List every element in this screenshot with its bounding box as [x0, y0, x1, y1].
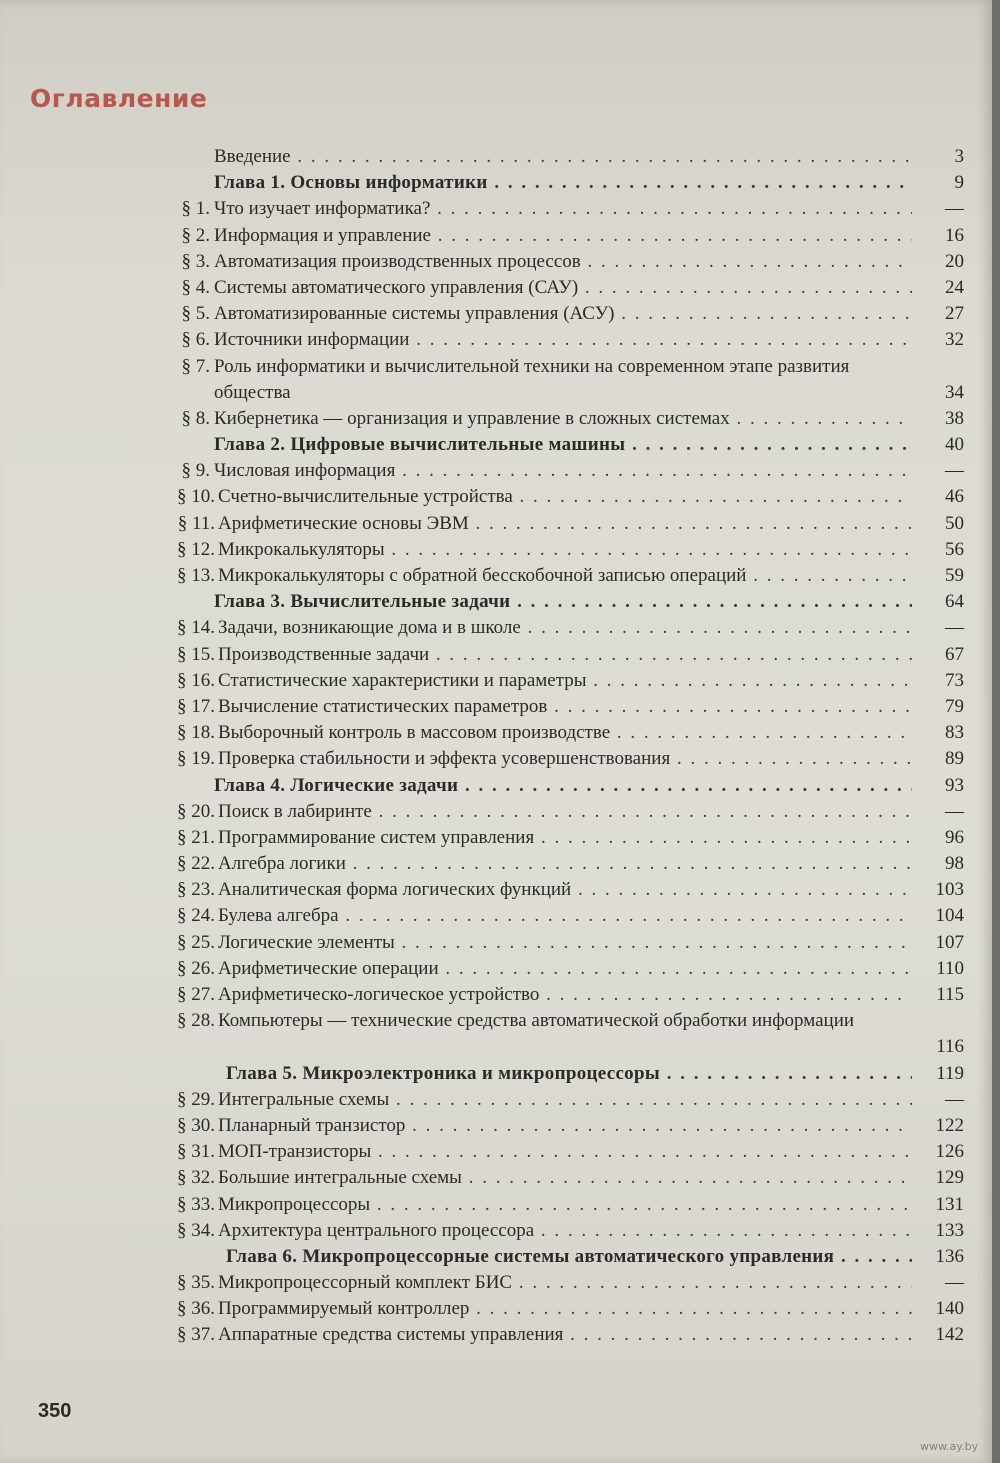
chapter-title: Глава 2. Цифровые вычислительные машины . . .	[214, 432, 912, 458]
section-title: Введение . . .	[214, 144, 912, 170]
toc-page-number: 93	[945, 774, 964, 796]
section-title: Роль информатики и вычислительной техники на современном этапе развития общества	[214, 355, 850, 403]
section-title: Арифметические основы ЭВМ . . .	[218, 511, 912, 537]
section-number: § 33.	[177, 1193, 215, 1215]
toc-section-row	[0, 668, 992, 694]
section-title: Арифметические операции . . .	[218, 956, 912, 982]
toc-section-row	[0, 327, 992, 353]
section-title: Микропроцессоры . . .	[218, 1192, 912, 1218]
section-title: Интегральные схемы . . .	[218, 1087, 912, 1113]
section-title: Проверка стабильности и эффекта усовершенствования . . .	[218, 746, 912, 772]
toc-page-number: 24	[945, 276, 964, 298]
section-number: § 34.	[177, 1219, 215, 1241]
toc-section-row	[0, 982, 992, 1008]
toc-section-row	[0, 930, 992, 956]
toc-section-row	[0, 1270, 992, 1296]
toc-section-row	[0, 1322, 992, 1348]
toc-page-number: 67	[945, 643, 964, 665]
section-title: Арифметическо-логическое устройство . . .	[218, 982, 912, 1008]
toc-page-number: 110	[936, 957, 964, 979]
section-number: § 11.	[177, 512, 215, 534]
section-number: § 8.	[181, 407, 210, 429]
toc-page-number: 32	[945, 329, 964, 351]
toc-section-row	[0, 720, 992, 746]
toc-section-row	[0, 877, 992, 903]
toc-page-number: 142	[935, 1324, 964, 1346]
section-title: Выборочный контроль в массовом производстве . . .	[218, 720, 912, 746]
section-title: Микрокалькуляторы . . .	[218, 537, 912, 563]
section-title: Источники информации . . .	[214, 327, 912, 353]
section-title: Автоматизированные системы управления (АСУ) . . .	[214, 301, 912, 327]
toc-section-row	[0, 1296, 992, 1322]
section-number: § 36.	[177, 1298, 215, 1320]
toc-section-row	[0, 851, 992, 877]
section-title: Микропроцессорный комплект БИС . . .	[218, 1270, 912, 1296]
toc-section-row	[0, 615, 992, 641]
toc-section-row	[0, 196, 992, 222]
section-number: § 25.	[177, 931, 215, 953]
toc-section-row	[0, 1218, 992, 1244]
toc-page-number: 104	[935, 905, 964, 927]
chapter-title: Глава 3. Вычислительные задачи . . .	[214, 589, 912, 615]
toc-page-number: 89	[945, 748, 964, 770]
toc-section-row	[0, 1087, 992, 1113]
toc-page-number: —	[945, 800, 964, 822]
section-title: Автоматизация производственных процессов . . .	[214, 249, 912, 275]
section-number: § 21.	[177, 826, 215, 848]
toc-section-row	[0, 275, 992, 301]
section-number: § 30.	[177, 1114, 215, 1136]
section-title: Алгебра логики . . .	[218, 851, 912, 877]
chapter-title: Глава 4. Логические задачи . . .	[214, 773, 912, 799]
chapter-title: Глава 5. Микроэлектроника и микропроцессоры . . .	[226, 1061, 912, 1087]
toc-section-row	[0, 249, 992, 275]
toc-chapter-row	[0, 1244, 992, 1270]
toc-chapter-row	[0, 589, 992, 615]
section-title: Поиск в лабиринте . . .	[218, 799, 912, 825]
section-title: Программируемый контроллер . . .	[218, 1296, 912, 1322]
section-number: § 22.	[177, 853, 215, 875]
toc-section-row	[0, 223, 992, 249]
section-title: МОП-транзисторы . . .	[218, 1139, 912, 1165]
section-title: Компьютеры — технические средства автоматической обработки информации	[218, 1010, 855, 1032]
toc-page-number: 38	[945, 407, 964, 429]
section-number: § 31.	[177, 1141, 215, 1163]
toc-page-number: 115	[936, 984, 964, 1006]
toc-section-row	[0, 537, 992, 563]
section-number: § 5.	[181, 303, 210, 325]
toc-section-row	[0, 1113, 992, 1139]
toc-page-number: 116	[936, 1036, 964, 1058]
section-number: § 15.	[177, 643, 215, 665]
toc-section-row	[0, 406, 992, 432]
toc-section-row	[0, 354, 992, 406]
toc-page-number: 133	[935, 1219, 964, 1241]
section-title: Числовая информация . . .	[214, 458, 912, 484]
toc-page-number: 107	[935, 931, 964, 953]
toc-page-number: 73	[945, 669, 964, 691]
toc-page-number: 59	[945, 565, 964, 587]
toc-section-row	[0, 903, 992, 929]
section-number: § 10.	[177, 486, 215, 508]
toc-page-number: 40	[945, 434, 964, 456]
section-number: § 13.	[177, 565, 215, 587]
toc-page-number: —	[945, 1272, 964, 1294]
section-number: § 27.	[177, 984, 215, 1006]
section-title: Большие интегральные схемы . . .	[218, 1165, 912, 1191]
toc-section-row	[0, 694, 992, 720]
toc-section-row	[0, 563, 992, 589]
section-number: § 2.	[181, 224, 210, 246]
toc-page-number: 56	[945, 538, 964, 560]
toc-page-number: 50	[945, 512, 964, 534]
section-title: Статистические характеристики и параметры . . .	[218, 668, 912, 694]
section-title: Планарный транзистор . . .	[218, 1113, 912, 1139]
toc-page-number: 136	[935, 1245, 964, 1267]
section-number: § 17.	[177, 695, 215, 717]
section-number: § 12.	[177, 538, 215, 560]
toc-page-number: 122	[935, 1114, 964, 1136]
toc-section-row	[0, 484, 992, 510]
section-title: Архитектура центрального процессора . . .	[218, 1218, 912, 1244]
toc-page-number: 83	[945, 722, 964, 744]
section-number: § 7.	[181, 355, 210, 377]
toc-intro-row	[0, 144, 992, 170]
section-number: § 26.	[177, 957, 215, 979]
toc-section-row	[0, 1192, 992, 1218]
watermark-text: www.ay.by	[920, 1440, 979, 1453]
section-number: § 20.	[177, 800, 215, 822]
section-number: § 35.	[177, 1272, 215, 1294]
section-title: Что изучает информатика? . . .	[214, 196, 912, 222]
toc-page-number: 103	[935, 879, 964, 901]
toc-section-row	[0, 1008, 992, 1060]
section-number: § 29.	[177, 1088, 215, 1110]
section-title: Информация и управление . . .	[214, 223, 912, 249]
toc-page-number: 126	[935, 1141, 964, 1163]
chapter-title: Глава 6. Микропроцессорные системы автоматического управления . . .	[226, 1244, 912, 1270]
section-number: § 32.	[177, 1167, 215, 1189]
toc-page-number: 27	[945, 303, 964, 325]
toc-page-number: 46	[945, 486, 964, 508]
toc-section-row	[0, 746, 992, 772]
toc-section-row	[0, 799, 992, 825]
toc-section-row	[0, 301, 992, 327]
section-number: § 14.	[177, 617, 215, 639]
toc-section-row	[0, 956, 992, 982]
toc-page-number: —	[945, 617, 964, 639]
toc-page-number: 64	[945, 591, 964, 613]
section-number: § 9.	[181, 460, 210, 482]
chapter-title: Глава 1. Основы информатики . . .	[214, 170, 912, 196]
toc-section-row	[0, 458, 992, 484]
table-of-contents	[0, 144, 992, 1349]
section-title: Программирование систем управления . . .	[218, 825, 912, 851]
toc-chapter-row	[0, 170, 992, 196]
section-number: § 28.	[177, 1010, 215, 1032]
toc-page-number: 9	[954, 172, 964, 194]
section-number: § 6.	[181, 329, 210, 351]
section-number: § 24.	[177, 905, 215, 927]
toc-page-number: 34	[945, 381, 964, 403]
toc-page-number: —	[945, 198, 964, 220]
toc-page-number: 20	[945, 250, 964, 272]
section-title: Булева алгебра . . .	[218, 903, 912, 929]
section-title: Производственные задачи . . .	[218, 642, 912, 668]
toc-page-number: 79	[945, 695, 964, 717]
section-number: § 23.	[177, 879, 215, 901]
section-number: § 1.	[181, 198, 210, 220]
section-title: Логические элементы . . .	[218, 930, 912, 956]
section-number: § 37.	[177, 1324, 215, 1346]
toc-page-number: —	[945, 1088, 964, 1110]
toc-chapter-row	[0, 773, 992, 799]
toc-page-number: 131	[935, 1193, 964, 1215]
toc-page-number: 96	[945, 826, 964, 848]
section-title: Системы автоматического управления (САУ) . . .	[214, 275, 912, 301]
toc-page-number: 129	[935, 1167, 964, 1189]
section-number: § 16.	[177, 669, 215, 691]
section-title: Кибернетика — организация и управление в сложных системах . . .	[214, 406, 912, 432]
section-title: Аппаратные средства системы управления . . .	[218, 1322, 912, 1348]
toc-chapter-row	[0, 1061, 992, 1087]
toc-section-row	[0, 511, 992, 537]
section-number: § 19.	[177, 748, 215, 770]
toc-page-number: 98	[945, 853, 964, 875]
toc-section-row	[0, 1139, 992, 1165]
page-number: 350	[38, 1400, 72, 1422]
section-title: Аналитическая форма логических функций . . .	[218, 877, 912, 903]
toc-chapter-row	[0, 432, 992, 458]
toc-section-row	[0, 825, 992, 851]
page-title: Оглавление	[30, 84, 208, 113]
toc-page-number: 3	[954, 146, 964, 167]
section-number: § 4.	[181, 276, 210, 298]
section-number: § 3.	[181, 250, 210, 272]
toc-page-number: 119	[936, 1062, 964, 1084]
section-title: Задачи, возникающие дома и в школе . . .	[218, 615, 912, 641]
toc-section-row	[0, 642, 992, 668]
toc-page-number: 16	[945, 224, 964, 246]
section-title: Счетно-вычислительные устройства . . .	[218, 484, 912, 510]
section-title: Вычисление статистических параметров . . .	[218, 694, 912, 720]
section-title: Микрокалькуляторы с обратной бесскобочной записью операций . . .	[218, 563, 912, 589]
toc-section-row	[0, 1165, 992, 1191]
section-number: § 18.	[177, 722, 215, 744]
toc-page-number: —	[945, 460, 964, 482]
toc-page-number: 140	[935, 1298, 964, 1320]
